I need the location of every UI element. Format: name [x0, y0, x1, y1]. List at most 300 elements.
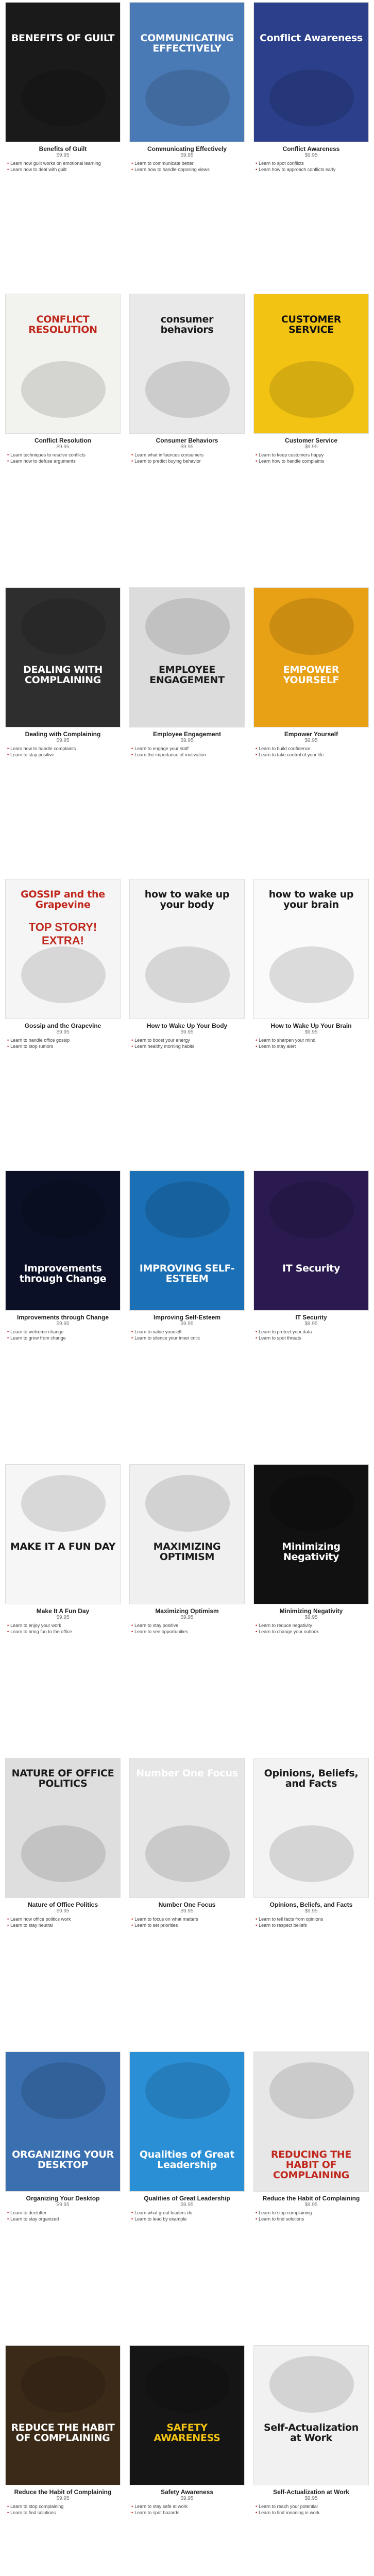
feature-item — [7, 1623, 118, 1629]
feature-item — [256, 1917, 367, 1922]
feature-text: • Learn techniques to resolve conflicts — [10, 452, 86, 458]
book-cover[interactable] — [129, 1758, 245, 1898]
cover-illustration — [21, 1475, 106, 1532]
feature-text: • Learn to find solutions — [10, 2510, 56, 2515]
feature-list — [253, 1329, 369, 1341]
cover-illustration — [145, 361, 230, 418]
product-description — [253, 1928, 369, 1930]
feature-text: • Learn how to defuse arguments — [10, 458, 76, 464]
cover-title: consumer behaviors — [160, 314, 214, 335]
feature-text: • Learn to stop complaining — [259, 2210, 312, 2216]
cover-illustration — [145, 946, 230, 1003]
feature-text: • Learn to set priorities — [134, 1922, 178, 1928]
feature-item — [256, 1629, 367, 1635]
product-price: $9.95 — [56, 2496, 70, 2502]
product-card[interactable] — [5, 879, 121, 1106]
product-card[interactable] — [253, 294, 369, 520]
feature-item — [7, 2210, 118, 2216]
feature-item — [256, 1038, 367, 1043]
cover-illustration — [21, 1825, 106, 1882]
catalog-row — [0, 2052, 374, 2278]
cover-illustration — [21, 2356, 106, 2413]
cover-illustration — [21, 598, 106, 655]
feature-item — [7, 1923, 118, 1928]
feature-item — [7, 746, 118, 752]
feature-list — [253, 452, 369, 464]
product-card[interactable] — [129, 294, 245, 520]
cover-title: IMPROVING SELF-ESTEEM — [139, 1263, 235, 1284]
feature-text: • Learn to lead by example — [134, 2216, 187, 2222]
cover-title: Number One Focus — [136, 1768, 238, 1779]
book-cover[interactable] — [253, 2345, 369, 2485]
product-title[interactable]: Improving Self-Esteem — [153, 1314, 221, 1321]
product-description — [129, 1928, 245, 1930]
cover-title: CONFLICT RESOLUTION — [28, 314, 97, 335]
product-title[interactable]: Employee Engagement — [152, 731, 222, 738]
feature-text: • Learn how to handle opposing views — [134, 166, 210, 172]
cover-illustration — [21, 361, 106, 418]
book-cover[interactable] — [5, 2052, 121, 2192]
cover-illustration — [145, 1181, 230, 1238]
feature-text: • Learn what great leaders do — [134, 2210, 193, 2216]
feature-item — [131, 1038, 243, 1043]
feature-text: • Learn how to handle complaints — [259, 458, 325, 464]
product-price: $9.95 — [56, 738, 70, 744]
product-price: $9.95 — [56, 1908, 70, 1914]
product-price: $9.95 — [180, 1615, 194, 1621]
feature-text: • Learn to stop complaining — [10, 2504, 64, 2510]
product-description — [129, 2516, 245, 2518]
feature-text: • Learn to stay organized — [10, 2216, 59, 2222]
product-description — [5, 2222, 121, 2224]
product-title[interactable]: Benefits of Guilt — [39, 145, 87, 152]
product-description — [5, 758, 121, 760]
feature-list — [5, 1329, 121, 1341]
cover-illustration — [269, 1181, 354, 1238]
product-card[interactable] — [253, 1758, 369, 1985]
feature-item — [131, 746, 243, 752]
feature-item — [7, 2510, 118, 2516]
feature-list — [5, 2210, 121, 2222]
book-cover[interactable] — [129, 1171, 245, 1311]
feature-text: • Learn to reach your potential — [259, 2504, 318, 2510]
feature-item — [256, 2504, 367, 2510]
product-price: $9.95 — [56, 444, 70, 450]
product-price: $9.95 — [304, 2496, 318, 2502]
product-description — [5, 1635, 121, 1637]
feature-list — [5, 1917, 121, 1928]
cover-title: NATURE OF OFFICE POLITICS — [11, 1768, 114, 1789]
feature-text: • Learn to stay positive — [134, 1623, 179, 1629]
feature-item — [256, 746, 367, 752]
feature-item — [7, 1917, 118, 1922]
product-price: $9.95 — [304, 1615, 318, 1621]
catalog-row — [0, 879, 374, 1106]
feature-list — [253, 1623, 369, 1635]
product-card[interactable] — [253, 2345, 369, 2572]
book-cover[interactable] — [253, 879, 369, 1019]
book-cover[interactable] — [5, 294, 121, 434]
cover-illustration — [269, 2356, 354, 2413]
product-card[interactable] — [253, 2052, 369, 2278]
product-title[interactable]: Nature of Office Politics — [27, 1901, 98, 1908]
product-description — [129, 758, 245, 760]
feature-text: • Learn to change your outlook — [259, 1629, 319, 1634]
product-card[interactable] — [129, 2, 245, 229]
feature-text: • Learn to tell facts from opinions — [259, 1917, 324, 1922]
feature-text: • Learn to grow from change — [10, 1335, 66, 1341]
cover-illustration — [269, 598, 354, 655]
cover-illustration — [269, 1475, 354, 1532]
product-price: $9.95 — [180, 2202, 194, 2208]
product-description — [129, 173, 245, 175]
feature-item — [256, 2216, 367, 2222]
feature-item — [131, 459, 243, 464]
product-card[interactable] — [5, 1758, 121, 1985]
catalog-row — [0, 2345, 374, 2572]
book-cover[interactable] — [129, 2345, 245, 2485]
book-cover[interactable] — [129, 879, 245, 1019]
feature-list — [5, 1038, 121, 1049]
feature-text: • Learn to stay safe at work — [134, 2504, 188, 2510]
feature-text: • Learn how office politics work — [10, 1917, 71, 1922]
cover-title: GOSSIP and the Grapevine — [21, 889, 105, 910]
product-title[interactable]: Organizing Your Desktop — [26, 2195, 100, 2202]
feature-text: • Learn to spot conflicts — [259, 161, 304, 166]
product-description — [5, 2516, 121, 2518]
product-description — [129, 1341, 245, 1343]
feature-text: • Learn to stay alert — [259, 1043, 296, 1049]
cover-title: DEALING WITH COMPLAINING — [23, 664, 103, 686]
cover-illustration — [269, 361, 354, 418]
feature-item — [131, 1329, 243, 1335]
product-title[interactable]: IT Security — [295, 1314, 327, 1321]
feature-item — [256, 167, 367, 173]
product-description — [129, 2222, 245, 2224]
product-price: $9.95 — [304, 1029, 318, 1036]
book-cover[interactable] — [253, 587, 369, 727]
cover-title: Conflict Awareness — [260, 32, 363, 44]
product-price: $9.95 — [56, 1029, 70, 1036]
product-description — [129, 1049, 245, 1052]
feature-item — [256, 2210, 367, 2216]
feature-text: • Learn to bring fun to the office — [10, 1629, 72, 1634]
feature-list — [253, 746, 369, 758]
product-title[interactable]: How to Wake Up Your Brain — [270, 1022, 352, 1029]
cover-title: Opinions, Beliefs, and Facts — [264, 1768, 359, 1789]
catalog-row — [0, 587, 374, 814]
cover-illustration — [21, 1181, 106, 1238]
product-card[interactable] — [5, 1171, 121, 1397]
product-price: $9.95 — [304, 1321, 318, 1327]
product-title[interactable]: How to Wake Up Your Body — [146, 1022, 228, 1029]
cover-title: SAFETY AWARENESS — [154, 2422, 220, 2444]
feature-text: • Learn to declutter — [10, 2210, 47, 2216]
cover-title: how to wake up your body — [144, 889, 230, 910]
feature-item — [7, 752, 118, 758]
product-card[interactable] — [5, 1464, 121, 1691]
product-title[interactable]: Minimizing Negativity — [279, 1607, 343, 1615]
feature-item — [7, 1038, 118, 1043]
book-cover[interactable] — [5, 1171, 121, 1311]
cover-title: BENEFITS OF GUILT — [11, 32, 115, 44]
product-card[interactable] — [253, 1171, 369, 1397]
product-title[interactable]: Conflict Awareness — [282, 145, 340, 152]
product-title[interactable]: Make It A Fun Day — [36, 1607, 90, 1615]
feature-text: • Learn to spot threats — [259, 1335, 301, 1341]
feature-text: • Learn to value yourself — [134, 1329, 182, 1335]
book-cover[interactable] — [129, 2052, 245, 2192]
feature-item — [7, 161, 118, 166]
feature-text: • Learn how to handle complaints — [10, 746, 76, 752]
product-price: $9.95 — [180, 1908, 194, 1914]
feature-item — [131, 2504, 243, 2510]
product-price: $9.95 — [304, 738, 318, 744]
product-description — [253, 2516, 369, 2518]
feature-list — [253, 2504, 369, 2516]
product-price: $9.95 — [56, 1615, 70, 1621]
cover-illustration — [269, 70, 354, 126]
feature-item — [131, 452, 243, 458]
feature-list — [129, 2210, 245, 2222]
product-price: $9.95 — [180, 738, 194, 744]
feature-text: • Learn to keep customers happy — [259, 452, 324, 458]
feature-text: • Learn how to approach conflicts early — [259, 166, 336, 172]
product-card[interactable] — [253, 587, 369, 814]
product-card[interactable] — [5, 2345, 121, 2572]
cover-title: Improvements through Change — [19, 1263, 107, 1284]
cover-illustration — [145, 2062, 230, 2119]
catalog-row — [0, 2, 374, 229]
book-cover[interactable] — [253, 1171, 369, 1311]
product-title[interactable]: Gossip and the Grapevine — [24, 1022, 101, 1029]
feature-list — [253, 2210, 369, 2222]
feature-item — [7, 2504, 118, 2510]
feature-item — [131, 1335, 243, 1341]
cover-title: REDUCE THE HABIT OF COMPLAINING — [11, 2422, 115, 2444]
product-title[interactable]: Consumer Behaviors — [156, 437, 218, 444]
product-price: $9.95 — [180, 444, 194, 450]
product-card[interactable] — [129, 1464, 245, 1691]
product-description — [253, 1049, 369, 1052]
book-cover[interactable] — [5, 2345, 121, 2485]
product-description — [253, 758, 369, 760]
feature-list — [5, 452, 121, 464]
feature-item — [256, 161, 367, 166]
product-title[interactable]: Improvements through Change — [16, 1314, 109, 1321]
feature-item — [256, 1329, 367, 1335]
feature-text: • Learn to reduce negativity — [259, 1623, 312, 1629]
feature-list — [129, 1329, 245, 1341]
book-cover[interactable] — [129, 1464, 245, 1604]
catalog-row — [0, 1464, 374, 1691]
product-card[interactable] — [5, 294, 121, 520]
feature-text: • Learn to predict buying behavior — [134, 458, 201, 464]
product-card[interactable] — [5, 587, 121, 814]
feature-list — [129, 452, 245, 464]
product-title[interactable]: Qualities of Great Leadership — [144, 2195, 230, 2202]
feature-item — [131, 167, 243, 173]
feature-list — [129, 161, 245, 173]
product-title[interactable]: Opinions, Beliefs, and Facts — [269, 1901, 353, 1908]
feature-item — [131, 752, 243, 758]
product-description — [253, 173, 369, 175]
feature-item — [256, 752, 367, 758]
product-card[interactable] — [129, 2052, 245, 2278]
feature-item — [7, 2216, 118, 2222]
product-description — [253, 1635, 369, 1637]
product-title[interactable]: Reduce the Habit of Complaining — [14, 2488, 112, 2496]
product-price: $9.95 — [304, 444, 318, 450]
feature-text: • Learn to spot hazards — [134, 2510, 180, 2515]
feature-item — [131, 1923, 243, 1928]
feature-text: • Learn to handle office gossip — [10, 1038, 70, 1043]
product-price: $9.95 — [180, 152, 194, 159]
product-card[interactable] — [253, 2, 369, 229]
product-title[interactable]: Customer Service — [284, 437, 338, 444]
feature-text: • Learn what influences consumers — [134, 452, 204, 458]
cover-title: EMPLOYEE ENGAGEMENT — [149, 664, 225, 686]
book-cover[interactable] — [253, 1758, 369, 1898]
cover-illustration — [269, 946, 354, 1003]
product-card[interactable] — [253, 1464, 369, 1691]
book-cover[interactable] — [129, 294, 245, 434]
feature-text: • Learn the importance of motivation — [134, 752, 206, 757]
feature-item — [256, 2510, 367, 2516]
cover-title: MAKE IT A FUN DAY — [10, 1541, 116, 1552]
feature-list — [129, 746, 245, 758]
feature-item — [7, 1044, 118, 1049]
feature-item — [256, 1335, 367, 1341]
book-cover[interactable] — [253, 2052, 369, 2192]
feature-text: • Learn to sharpen your mind — [259, 1038, 316, 1043]
feature-text: • Learn to take control of your life — [259, 752, 324, 757]
book-cover[interactable] — [5, 1758, 121, 1898]
feature-item — [256, 1923, 367, 1928]
product-card[interactable] — [5, 2052, 121, 2278]
product-price: $9.95 — [56, 2202, 70, 2208]
cover-title: CUSTOMER SERVICE — [281, 314, 342, 335]
feature-text: • Learn healthy morning habits — [134, 1043, 195, 1049]
cover-title: IT Security — [282, 1263, 341, 1274]
book-cover[interactable] — [129, 2, 245, 142]
product-price: $9.95 — [304, 152, 318, 159]
product-card[interactable] — [253, 879, 369, 1106]
catalog-row — [0, 1171, 374, 1397]
feature-item — [256, 1623, 367, 1629]
feature-list — [5, 2504, 121, 2516]
book-cover[interactable] — [129, 587, 245, 727]
product-title[interactable]: Conflict Resolution — [35, 437, 91, 444]
cover-title: Minimizing Negativity — [282, 1541, 341, 1563]
feature-item — [256, 1044, 367, 1049]
feature-item — [7, 1335, 118, 1341]
cover-illustration — [145, 70, 230, 126]
catalog-row — [0, 294, 374, 520]
product-card[interactable] — [129, 1171, 245, 1397]
feature-item — [7, 1629, 118, 1635]
feature-item — [256, 459, 367, 464]
product-description — [253, 464, 369, 466]
book-cover[interactable] — [5, 879, 121, 1019]
feature-text: • Learn to build confidence — [259, 746, 311, 752]
product-description — [129, 464, 245, 466]
product-card[interactable] — [129, 2345, 245, 2572]
feature-item — [131, 1917, 243, 1922]
catalog-row — [0, 1758, 374, 1985]
feature-list — [5, 746, 121, 758]
feature-item — [131, 1623, 243, 1629]
book-cover[interactable] — [5, 1464, 121, 1604]
feature-item — [131, 2216, 243, 2222]
product-title[interactable]: Empower Yourself — [284, 731, 338, 738]
cover-illustration — [21, 946, 106, 1003]
feature-item — [7, 459, 118, 464]
feature-list — [5, 1623, 121, 1635]
cover-title: ORGANIZING YOUR DESKTOP — [12, 2149, 114, 2171]
product-title[interactable]: Maximizing Optimism — [155, 1607, 219, 1615]
feature-text: • Learn to boost your energy — [134, 1038, 190, 1043]
book-cover[interactable] — [253, 2, 369, 142]
feature-text: • Learn how guilt works on emotional learning — [10, 161, 101, 166]
book-cover[interactable] — [253, 1464, 369, 1604]
book-cover[interactable] — [253, 294, 369, 434]
feature-text: • Learn to focus on what matters — [134, 1917, 198, 1922]
cover-illustration — [145, 1475, 230, 1532]
feature-item — [256, 452, 367, 458]
feature-text: • Learn to find solutions — [259, 2216, 304, 2222]
feature-text: • Learn to respect beliefs — [259, 1922, 307, 1928]
feature-text: • Learn to welcome change — [10, 1329, 64, 1335]
feature-item — [131, 1629, 243, 1635]
product-title[interactable]: Safety Awareness — [160, 2488, 214, 2496]
cover-illustration — [269, 1825, 354, 1882]
product-card[interactable] — [129, 1758, 245, 1985]
book-cover[interactable] — [5, 587, 121, 727]
product-description — [5, 1049, 121, 1052]
product-title[interactable]: Number One Focus — [158, 1901, 216, 1908]
feature-item — [131, 2210, 243, 2216]
product-title[interactable]: Self-Actualization at Work — [273, 2488, 349, 2496]
feature-text: • Learn to engage your staff — [134, 746, 189, 752]
feature-text: • Learn to enjoy your work — [10, 1623, 61, 1629]
feature-list — [5, 161, 121, 173]
feature-item — [131, 161, 243, 166]
product-title[interactable]: Dealing with Complaining — [25, 731, 101, 738]
product-price: $9.95 — [56, 1321, 70, 1327]
product-card[interactable] — [129, 587, 245, 814]
cover-illustration — [145, 1825, 230, 1882]
cover-title: Self-Actualization at Work — [264, 2422, 359, 2444]
book-cover[interactable] — [5, 2, 121, 142]
product-description — [5, 464, 121, 466]
cover-illustration — [21, 70, 106, 126]
product-description — [253, 1341, 369, 1343]
feature-item — [7, 452, 118, 458]
product-card[interactable] — [129, 879, 245, 1106]
feature-list — [129, 2504, 245, 2516]
product-title[interactable]: Reduce the Habit of Complaining — [262, 2195, 360, 2202]
cover-subtitle: TOP STORY! EXTRA! — [28, 921, 97, 947]
product-price: $9.95 — [180, 2496, 194, 2502]
feature-text: • Learn to stop rumors — [10, 1043, 54, 1049]
feature-text: • Learn to communicate better — [134, 161, 194, 166]
product-card[interactable] — [5, 2, 121, 229]
feature-list — [253, 1917, 369, 1928]
feature-list — [253, 161, 369, 173]
cover-illustration — [145, 2356, 230, 2413]
product-title[interactable]: Communicating Effectively — [147, 145, 227, 152]
